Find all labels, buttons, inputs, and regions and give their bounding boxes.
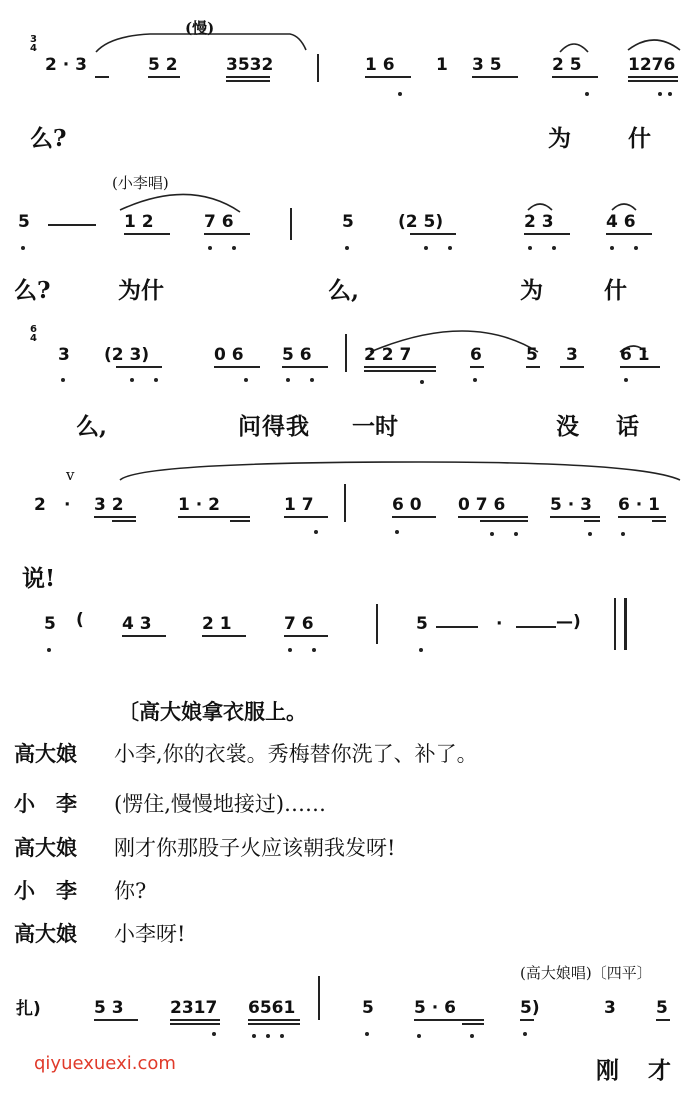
lyric: 为 <box>548 125 571 152</box>
beam <box>552 76 598 78</box>
lyric: 为什 <box>118 277 164 304</box>
beam <box>178 516 250 518</box>
low-octave-dot <box>610 246 614 250</box>
line-text: 小李呀! <box>114 922 186 946</box>
low-octave-dot <box>130 378 134 382</box>
beam <box>116 366 162 368</box>
note-group: 2 3 <box>524 212 554 232</box>
beam <box>148 76 180 78</box>
lyric: 刚 <box>596 1057 619 1084</box>
lyric: 么? <box>30 125 67 152</box>
beam <box>480 520 528 522</box>
lyric: 话 <box>616 413 639 440</box>
singer-cue: (高大娘唱)〔四平〕 <box>520 964 652 982</box>
beam <box>170 1019 220 1021</box>
note-group: 1 <box>436 55 448 75</box>
beam <box>628 76 678 78</box>
final-barline-thick <box>624 598 627 650</box>
beam <box>472 76 518 78</box>
note-group: —) <box>556 612 581 632</box>
note-group: 6 <box>470 345 482 365</box>
note-group: 7 6 <box>284 614 314 634</box>
lyric: 么, <box>76 413 108 440</box>
note-group: 3 <box>566 345 578 365</box>
low-octave-dot <box>588 532 592 536</box>
note-group: 2 5 <box>552 55 582 75</box>
stage-direction: 〔高大娘拿衣服上。 <box>118 699 307 724</box>
watermark: qiyuexuexi.com <box>34 1053 176 1074</box>
low-octave-dot <box>21 246 25 250</box>
note-group: 7 6 <box>204 212 234 232</box>
low-octave-dot <box>528 246 532 250</box>
lyric: 得 <box>262 413 285 440</box>
beam <box>364 366 436 368</box>
note-group: 5 <box>416 614 428 634</box>
note-group: 6561 <box>248 998 296 1018</box>
low-octave-dot <box>314 530 318 534</box>
barline <box>376 604 378 644</box>
note-group: (2 3) <box>104 345 150 365</box>
line-text: 小李,你的衣裳。秀梅替你洗了、补了。 <box>114 742 478 766</box>
beam <box>94 516 136 518</box>
lyric: 么, <box>328 277 360 304</box>
beam <box>652 520 666 522</box>
speaker: 小 李 <box>14 878 77 903</box>
beam <box>550 516 600 518</box>
lyric: 一时 <box>352 413 398 440</box>
note-group: ( <box>76 610 84 630</box>
beam <box>284 516 328 518</box>
note-group: 5 <box>18 212 30 232</box>
low-octave-dot <box>310 378 314 382</box>
lyric: 才 <box>648 1057 671 1084</box>
beam <box>364 370 436 372</box>
low-octave-dot <box>658 92 662 96</box>
breath-mark: v <box>66 466 75 484</box>
slur <box>120 194 240 212</box>
dialogue-line <box>14 832 395 862</box>
barline <box>345 334 347 372</box>
line-text: (愣住,慢慢地接过)…… <box>114 792 327 816</box>
beam <box>526 366 540 368</box>
low-octave-dot <box>419 648 423 652</box>
note-group: 2 2 7 <box>364 345 412 365</box>
beam <box>414 1019 484 1021</box>
note-group: 3532 <box>226 55 274 75</box>
lyric: 什 <box>628 125 651 152</box>
beam <box>620 366 660 368</box>
low-octave-dot <box>61 378 65 382</box>
lyric: 说! <box>22 565 56 592</box>
barline <box>317 54 319 82</box>
low-octave-dot <box>232 246 236 250</box>
slur <box>612 204 636 210</box>
beam <box>124 233 170 235</box>
low-octave-dot <box>470 1034 474 1038</box>
low-octave-dot <box>212 1032 216 1036</box>
beam <box>282 366 328 368</box>
beam <box>214 366 260 368</box>
lyric: 什 <box>604 277 627 304</box>
barline <box>318 976 320 1020</box>
extension-dash <box>516 626 556 628</box>
beam <box>462 1023 484 1025</box>
note-group: 5 · 3 <box>550 495 592 515</box>
note-group: · <box>64 495 71 515</box>
low-octave-dot <box>365 1032 369 1036</box>
beam <box>520 1019 534 1021</box>
beam <box>94 1019 138 1021</box>
note-group: 5 6 <box>282 345 312 365</box>
beam <box>112 520 136 522</box>
low-octave-dot <box>552 246 556 250</box>
note-group: 5 2 <box>148 55 178 75</box>
note-group: 3 5 <box>472 55 502 75</box>
beam <box>170 1023 220 1025</box>
note-group: 0 7 6 <box>458 495 506 515</box>
note-group: 1 2 <box>124 212 154 232</box>
low-octave-dot <box>621 532 625 536</box>
note-group: 6 0 <box>392 495 422 515</box>
low-octave-dot <box>154 378 158 382</box>
beam <box>204 233 250 235</box>
lyric: 没 <box>556 413 579 440</box>
low-octave-dot <box>208 246 212 250</box>
dialogue-line <box>14 788 326 818</box>
note-group: (2 5) <box>398 212 444 232</box>
beam <box>628 80 678 82</box>
low-octave-dot <box>585 92 589 96</box>
speaker: 高大娘 <box>14 921 77 946</box>
low-octave-dot <box>523 1032 527 1036</box>
low-octave-dot <box>668 92 672 96</box>
low-octave-dot <box>252 1034 256 1038</box>
beam <box>248 1019 300 1021</box>
beam <box>458 516 528 518</box>
note-group: 5 <box>526 345 538 365</box>
note-group: 5 <box>342 212 354 232</box>
lyric: 问 <box>238 413 261 440</box>
low-octave-dot <box>514 532 518 536</box>
low-octave-dot <box>473 378 477 382</box>
note-group: 5 <box>362 998 374 1018</box>
slur <box>528 204 552 210</box>
note-group: 3 <box>58 345 70 365</box>
note-group: 5 <box>656 998 668 1018</box>
low-octave-dot <box>266 1034 270 1038</box>
beam <box>618 516 666 518</box>
beam <box>410 233 456 235</box>
low-octave-dot <box>624 378 628 382</box>
beam <box>606 233 652 235</box>
low-octave-dot <box>490 532 494 536</box>
beam <box>226 80 270 82</box>
note-group: 4 6 <box>606 212 636 232</box>
low-octave-dot <box>312 648 316 652</box>
beam <box>656 1019 670 1021</box>
dialogue-line <box>14 738 478 768</box>
line-text: 你? <box>114 879 147 903</box>
singer-cue: (小李唱) <box>112 174 169 192</box>
barline <box>290 208 292 240</box>
note-group: 扎) <box>16 999 41 1019</box>
slur <box>120 462 680 480</box>
low-octave-dot <box>47 648 51 652</box>
beam <box>284 635 328 637</box>
beam <box>560 366 584 368</box>
note-group: 4 3 <box>122 614 152 634</box>
beam <box>248 1023 300 1025</box>
note-group: 5 3 <box>94 998 124 1018</box>
beam <box>392 516 436 518</box>
note-group: 2 1 <box>202 614 232 634</box>
note-group: 5 <box>44 614 56 634</box>
extension-dash <box>48 224 96 226</box>
dialogue-line <box>14 875 146 905</box>
note-group: 3 2 <box>94 495 124 515</box>
beam <box>365 76 411 78</box>
speaker: 高大娘 <box>14 741 77 766</box>
low-octave-dot <box>288 648 292 652</box>
low-octave-dot <box>395 530 399 534</box>
slur <box>560 44 588 52</box>
speaker: 小 李 <box>14 791 77 816</box>
note-group: 1 6 <box>365 55 395 75</box>
low-octave-dot <box>286 378 290 382</box>
time-signature: 6 4 <box>30 324 37 344</box>
lyric: 为 <box>520 277 543 304</box>
low-octave-dot <box>345 246 349 250</box>
beam <box>524 233 570 235</box>
beam <box>122 635 166 637</box>
note-group: 6 1 <box>620 345 650 365</box>
lyric: 么? <box>14 277 51 304</box>
low-octave-dot <box>424 246 428 250</box>
note-group: 2 · 3 <box>45 55 87 75</box>
note-group: 5 · 6 <box>414 998 456 1018</box>
low-octave-dot <box>398 92 402 96</box>
slur <box>628 40 680 50</box>
note-group: 3 <box>604 998 616 1018</box>
note-group: 6 · 1 <box>618 495 660 515</box>
beam <box>584 520 600 522</box>
beam <box>226 76 270 78</box>
beam <box>230 520 250 522</box>
line-text: 刚才你那股子火应该朝我发呀! <box>114 836 396 860</box>
note-group: 1 · 2 <box>178 495 220 515</box>
beam <box>470 366 484 368</box>
lyric: 我 <box>286 413 309 440</box>
low-octave-dot <box>420 380 424 384</box>
time-signature: 3 4 <box>30 34 37 54</box>
beam <box>95 76 109 78</box>
extension-dash <box>436 626 478 628</box>
note-group: 5) <box>520 998 540 1018</box>
note-group: 2 <box>34 495 46 515</box>
low-octave-dot <box>280 1034 284 1038</box>
low-octave-dot <box>417 1034 421 1038</box>
note-group: 2317 <box>170 998 218 1018</box>
note-group: · <box>496 614 503 634</box>
note-group: 1276 <box>628 55 676 75</box>
note-group: 0 6 <box>214 345 244 365</box>
barline <box>344 484 346 522</box>
low-octave-dot <box>634 246 638 250</box>
low-octave-dot <box>244 378 248 382</box>
note-group: 1 7 <box>284 495 314 515</box>
beam <box>202 635 246 637</box>
tempo-mark: (慢) <box>185 19 215 37</box>
speaker: 高大娘 <box>14 835 77 860</box>
dialogue-line <box>14 918 185 948</box>
low-octave-dot <box>448 246 452 250</box>
final-barline-thin <box>614 598 616 650</box>
